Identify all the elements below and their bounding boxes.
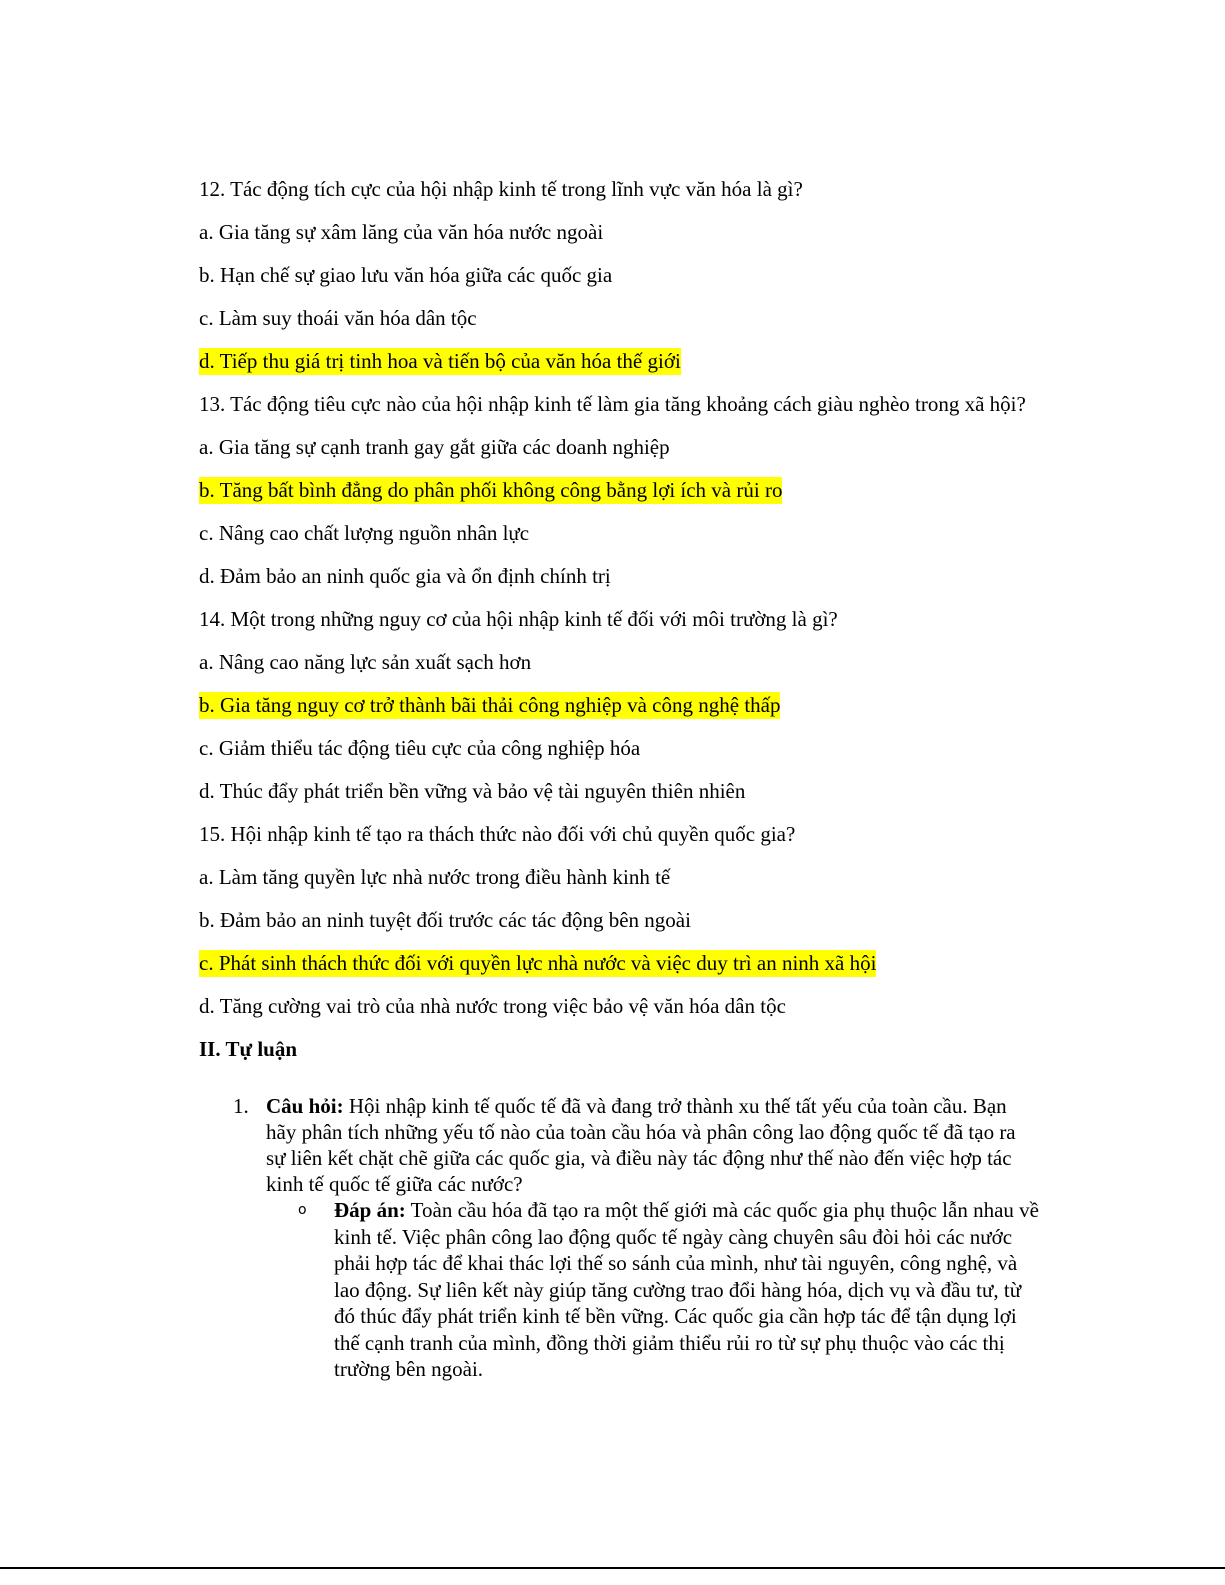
answer-option-correct	[199, 476, 1039, 504]
answer-option: a. Gia tăng sự cạnh tranh gay gắt giữa các doanh nghiệp	[199, 435, 670, 459]
question-text: 15. Hội nhập kinh tế tạo ra thách thức nào đối với chủ quyền quốc gia?	[199, 822, 796, 846]
answer-option: b. Hạn chế sự giao lưu văn hóa giữa các quốc gia	[199, 263, 613, 287]
answer-option: c. Làm suy thoái văn hóa dân tộc	[199, 306, 477, 330]
circle-bullet-icon: o	[298, 1202, 307, 1218]
answer-option: d. Thúc đẩy phát triển bền vững và bảo vệ tài nguyên thiên nhiên	[199, 779, 746, 803]
essay-question	[266, 1093, 1039, 1197]
question-text: 12. Tác động tích cực của hội nhập kinh tế trong lĩnh vực văn hóa là gì?	[199, 177, 803, 201]
question-label: Câu hỏi:	[266, 1094, 344, 1118]
answer-option: a. Nâng cao năng lực sản xuất sạch hơn	[199, 650, 532, 674]
essay-question-text: Hội nhập kinh tế quốc tế đã và đang trở thành xu thế tất yếu của toàn cầu. Bạn hãy phân tích những yếu tố nào của toàn cầu hóa và phân công lao động quốc tế đã tạo ra sự liên kết chặt chẽ giữa các quốc gia, và điều này tác động như thế nào đến việc hợp tác kinh tế quốc tế giữa các nước?	[266, 1094, 1016, 1196]
page-bottom-border	[0, 1567, 1225, 1569]
document-content	[199, 175, 1039, 1383]
answer-option: a. Làm tăng quyền lực nhà nước trong điều hành kinh tế	[199, 865, 671, 889]
essay-item	[199, 1093, 1039, 1383]
list-number: 1.	[233, 1094, 249, 1118]
answer-option: c. Giảm thiểu tác động tiêu cực của công nghiệp hóa	[199, 736, 641, 760]
highlighted-answer: b. Tăng bất bình đẳng do phân phối không công bằng lợi ích và rủi ro	[199, 478, 783, 502]
essay-answer-text: Toàn cầu hóa đã tạo ra một thế giới mà các quốc gia phụ thuộc lẫn nhau về kinh tế. Việc phân công lao động quốc tế ngày càng chuyên sâu đòi hỏi các nước phải hợp tác để khai thác lợi thế so sánh của mình, như tài nguyên, công nghệ, và lao động. Sự liên kết này giúp tăng cường trao đổi hàng hóa, dịch vụ và đầu tư, từ đó thúc đẩy phát triển kinh tế bền vững. Các quốc gia cần hợp tác để tận dụng lợi thế cạnh tranh của mình, đồng thời giảm thiểu rủi ro từ sự phụ thuộc vào các thị trường bên ngoài.	[334, 1198, 1039, 1381]
answer-label: Đáp án:	[334, 1198, 406, 1222]
highlighted-answer: b. Gia tăng nguy cơ trở thành bãi thải công nghiệp và công nghệ thấp	[199, 693, 781, 717]
answer-option-correct	[199, 949, 1039, 977]
question-block	[199, 390, 1039, 590]
section-heading: II. Tự luận	[199, 1037, 298, 1061]
essay-answer	[266, 1197, 1039, 1383]
question-block	[199, 175, 1039, 375]
answer-option: d. Đảm bảo an ninh quốc gia và ổn định chính trị	[199, 564, 611, 588]
question-text: 13. Tác động tiêu cực nào của hội nhập kinh tế làm gia tăng khoảng cách giàu nghèo trong xã hội?	[199, 392, 1026, 416]
answer-option: c. Nâng cao chất lượng nguồn nhân lực	[199, 521, 530, 545]
answer-option-correct	[199, 347, 1039, 375]
answer-option-correct	[199, 691, 1039, 719]
answer-option: a. Gia tăng sự xâm lăng của văn hóa nước ngoài	[199, 220, 604, 244]
answer-option: d. Tăng cường vai trò của nhà nước trong việc bảo vệ văn hóa dân tộc	[199, 994, 786, 1018]
answer-option: b. Đảm bảo an ninh tuyệt đối trước các tác động bên ngoài	[199, 908, 691, 932]
question-text: 14. Một trong những nguy cơ của hội nhập kinh tế đối với môi trường là gì?	[199, 607, 838, 631]
highlighted-answer: d. Tiếp thu giá trị tinh hoa và tiến bộ của văn hóa thế giới	[199, 349, 681, 373]
question-block	[199, 605, 1039, 805]
question-block	[199, 820, 1039, 1020]
highlighted-answer: c. Phát sinh thách thức đối với quyền lực nhà nước và việc duy trì an ninh xã hội	[199, 951, 877, 975]
